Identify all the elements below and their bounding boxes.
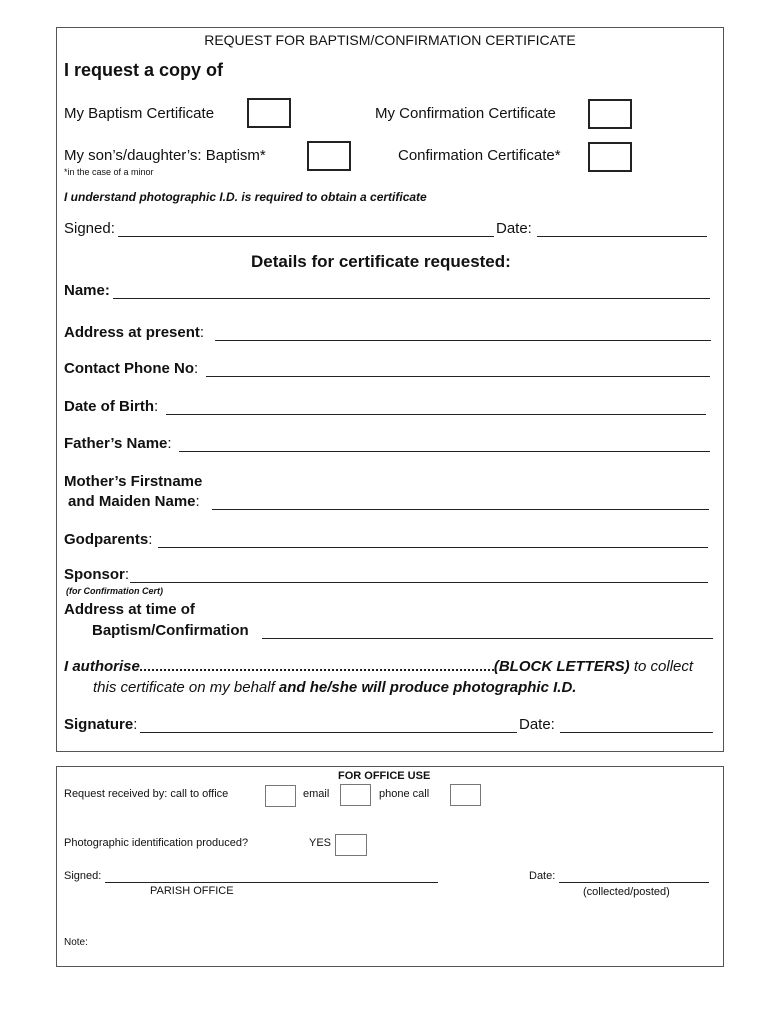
address-present-field[interactable] — [215, 340, 711, 341]
parish-office-label: PARISH OFFICE — [150, 885, 234, 897]
yes-checkbox[interactable] — [335, 834, 367, 856]
email-checkbox[interactable] — [340, 784, 371, 806]
my-confirmation-checkbox[interactable] — [588, 99, 632, 129]
authorise-name-field[interactable] — [140, 668, 494, 671]
signature-date-label: Date: — [519, 716, 555, 733]
mother-field[interactable] — [212, 509, 709, 510]
office-signed-label: Signed: — [64, 870, 102, 882]
photo-id-label: Photographic identification produced? — [64, 837, 249, 849]
name-field[interactable] — [113, 298, 710, 299]
address-time-label-line1: Address at time of — [64, 601, 195, 618]
my-baptism-label: My Baptism Certificate — [64, 105, 215, 122]
request-form — [56, 27, 724, 752]
collected-posted-label: (collected/posted) — [583, 886, 670, 898]
to-collect: to collect — [629, 658, 694, 675]
dob-label: Date of Birth: — [64, 398, 159, 415]
child-baptism-checkbox[interactable] — [307, 141, 351, 171]
office-signed-field[interactable] — [105, 882, 438, 883]
office-date-field[interactable] — [559, 882, 709, 883]
child-confirmation-label: Confirmation Certificate* — [398, 147, 561, 164]
note-label: Note: — [64, 937, 88, 948]
father-text: Father’s Name — [64, 435, 168, 452]
authorise-line2-a: this certificate on my behalf — [93, 679, 279, 696]
signature-field[interactable] — [140, 732, 517, 733]
details-heading: Details for certificate requested: — [251, 252, 511, 271]
father-field[interactable] — [179, 451, 710, 452]
sponsor-text: Sponsor — [64, 566, 125, 583]
signed-label: Signed: — [64, 220, 115, 237]
address-present-text: Address at present — [64, 324, 200, 341]
contact-phone-label: Contact Phone No: — [64, 360, 199, 377]
child-baptism-label: My son’s/daughter’s: Baptism* — [64, 147, 266, 164]
godparents-text: Godparents — [64, 531, 149, 548]
received-by-label: Request received by: call to office — [64, 788, 229, 800]
my-confirmation-label: My Confirmation Certificate — [375, 105, 556, 122]
contact-phone-text: Contact Phone No — [64, 360, 194, 377]
child-confirmation-checkbox[interactable] — [588, 142, 632, 172]
request-heading: I request a copy of — [64, 60, 224, 80]
godparents-label: Godparents: — [64, 531, 153, 548]
signature-text: Signature — [64, 716, 134, 733]
call-to-office-checkbox[interactable] — [265, 785, 296, 807]
contact-phone-field[interactable] — [206, 376, 710, 377]
signature-label: Signature: — [64, 716, 138, 733]
office-heading: FOR OFFICE USE — [338, 770, 431, 782]
authorise-line2-b: and he/she will produce photographic I.D. — [278, 679, 577, 696]
authorise-prefix: I authorise — [64, 658, 140, 675]
email-label: email — [303, 788, 330, 800]
name-text: Name — [64, 282, 105, 299]
mother-text: and Maiden Name — [68, 493, 196, 510]
sponsor-field[interactable] — [130, 582, 708, 583]
id-notice: I understand photographic I.D. is required to obtain a certificate — [64, 190, 427, 204]
date-field[interactable] — [537, 236, 707, 237]
my-baptism-checkbox[interactable] — [247, 98, 291, 128]
authorise-line2 — [93, 679, 576, 696]
sponsor-note: (for Confirmation Cert) — [66, 586, 163, 596]
signature-date-field[interactable] — [560, 732, 713, 733]
name-label: Name: — [64, 282, 110, 299]
mother-label-line2: and Maiden Name: — [68, 493, 200, 510]
authorise-line1 — [64, 658, 693, 675]
minor-note: *in the case of a minor — [64, 167, 154, 177]
yes-label: YES — [309, 837, 332, 849]
office-date-label: Date: — [529, 870, 556, 882]
godparents-field[interactable] — [158, 547, 708, 548]
phone-call-label: phone call — [379, 788, 430, 800]
dob-text: Date of Birth — [64, 398, 154, 415]
father-label: Father’s Name: — [64, 435, 172, 452]
dob-field[interactable] — [166, 414, 706, 415]
signed-field[interactable] — [118, 236, 494, 237]
address-time-field[interactable] — [262, 638, 713, 639]
phone-call-checkbox[interactable] — [450, 784, 481, 806]
block-letters: (BLOCK LETTERS) — [493, 658, 630, 675]
address-present-label: Address at present: — [64, 324, 205, 341]
form-title: REQUEST FOR BAPTISM/CONFIRMATION CERTIFICATE — [204, 32, 576, 48]
mother-label-line1: Mother’s Firstname — [64, 473, 203, 490]
date-label: Date: — [496, 220, 532, 237]
address-time-label-line2: Baptism/Confirmation — [92, 622, 249, 639]
sponsor-label: Sponsor: — [64, 566, 130, 583]
